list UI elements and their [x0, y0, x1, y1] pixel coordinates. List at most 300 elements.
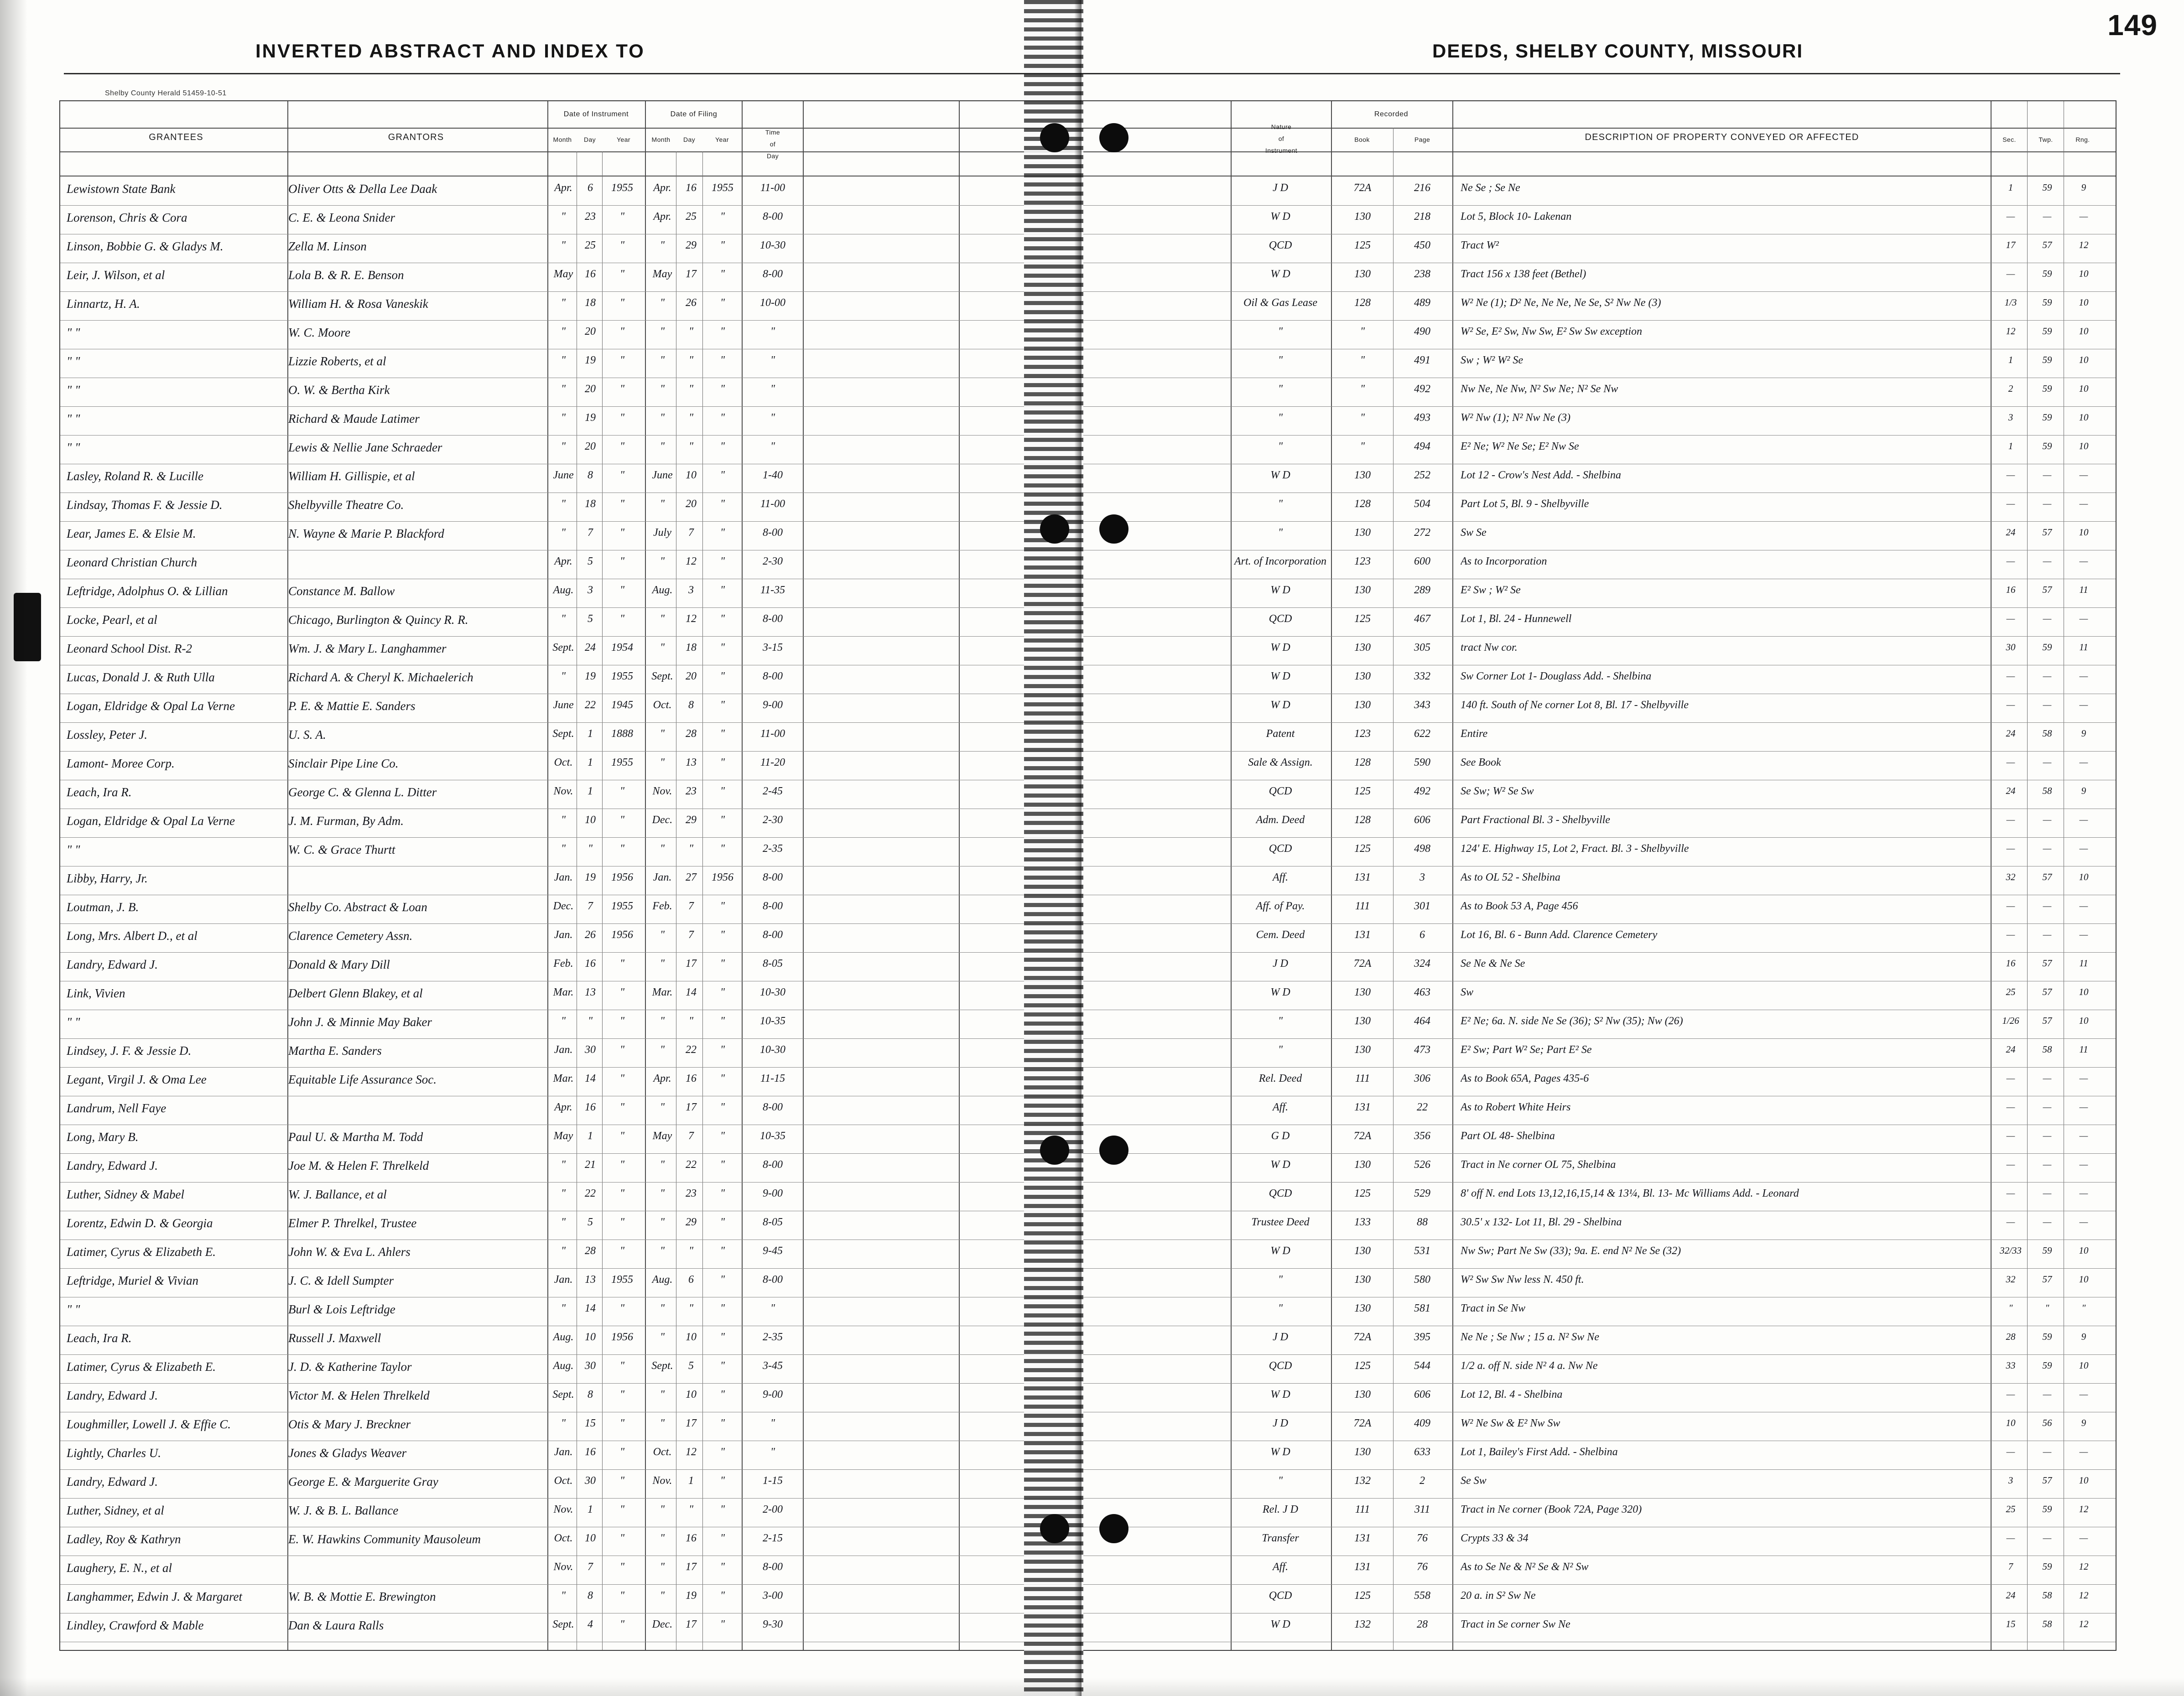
- grantee-name: Leftridge, Adolphus O. & Lillian: [67, 584, 228, 598]
- instrument-year: ": [619, 1532, 625, 1544]
- filing-day: 28: [686, 728, 697, 740]
- filing-day: 22: [686, 1044, 697, 1056]
- filing-month: Oct.: [653, 1446, 672, 1458]
- nature-of-instrument: Aff. of Pay.: [1256, 900, 1305, 912]
- grantor-name: Shelbyville Theatre Co.: [288, 498, 404, 512]
- filing-day: 26: [686, 297, 697, 309]
- table-row: [60, 1498, 2116, 1527]
- instrument-month: Sept.: [552, 728, 574, 740]
- filing-day: 29: [686, 814, 697, 826]
- grantee-name: Linnartz, H. A.: [67, 297, 140, 311]
- nature-of-instrument: QCD: [1269, 785, 1292, 797]
- filing-year: ": [720, 1504, 725, 1515]
- recorded-book: 133: [1354, 1216, 1371, 1228]
- filing-day: 25: [686, 211, 697, 223]
- grantee-name: Lorentz, Edwin D. & Georgia: [67, 1216, 213, 1230]
- page-title-right: DEEDS, SHELBY COUNTY, MISSOURI: [1432, 40, 1804, 62]
- grantor-name: W. J. & B. L. Ballance: [288, 1504, 399, 1517]
- range: —: [2079, 843, 2088, 854]
- instrument-month: Sept.: [552, 1389, 574, 1400]
- property-description: Sw Corner Lot 1- Douglass Add. - Shelbina: [1461, 670, 1652, 682]
- recorded-book: 130: [1354, 699, 1371, 711]
- nature-of-instrument: J D: [1273, 1417, 1288, 1429]
- recorded-page: 544: [1414, 1360, 1430, 1372]
- property-description: 30.5' x 132- Lot 11, Bl. 29 - Shelbina: [1461, 1216, 1622, 1228]
- grantee-name: Logan, Eldridge & Opal La Verne: [67, 699, 235, 713]
- ledger-table: [59, 100, 2116, 1651]
- nature-of-instrument: J D: [1273, 958, 1288, 970]
- recorded-page: 343: [1414, 699, 1430, 711]
- filing-year: ": [720, 1561, 725, 1573]
- grantee-name: Leach, Ira R.: [67, 785, 132, 799]
- recorded-book: 125: [1354, 1590, 1371, 1602]
- recorded-book: 72A: [1353, 1331, 1372, 1343]
- range: —: [2079, 1101, 2088, 1112]
- township: —: [2043, 814, 2052, 825]
- filing-day: 19: [686, 1590, 697, 1602]
- property-description: W² Se, E² Sw, Nw Sw, E² Sw Sw exception: [1461, 326, 1642, 337]
- instrument-year: ": [619, 1188, 625, 1199]
- header-sec: Sec.: [2002, 136, 2016, 143]
- header-date-of-filing: Date of Filing: [670, 110, 718, 118]
- table-row: [60, 1125, 2116, 1153]
- recorded-page: 622: [1414, 728, 1430, 740]
- filing-year: ": [720, 1216, 725, 1228]
- nature-of-instrument: QCD: [1269, 239, 1292, 251]
- grantor-name: Sinclair Pipe Line Co.: [288, 757, 399, 770]
- grantee-name: Libby, Harry, Jr.: [67, 871, 148, 885]
- filing-year: ": [720, 1245, 725, 1257]
- instrument-month: Sept.: [552, 642, 574, 654]
- range: 10: [2079, 441, 2089, 451]
- section: 7: [2008, 1561, 2013, 1572]
- time-of-day: 2-30: [763, 555, 783, 567]
- header-grantors: GRANTORS: [388, 132, 444, 142]
- instrument-year: ": [619, 326, 625, 337]
- filing-day: 22: [686, 1159, 697, 1171]
- township: —: [2043, 1130, 2052, 1141]
- table-row: [60, 521, 2116, 550]
- grantor-name: Richard A. & Cheryl K. Michaelerich: [288, 670, 473, 684]
- nature-of-instrument: J D: [1273, 1331, 1288, 1343]
- range: —: [2079, 1446, 2088, 1457]
- filing-month: ": [660, 1216, 665, 1228]
- nature-of-instrument: ": [1278, 527, 1283, 539]
- township: 57: [2042, 986, 2052, 997]
- township: 59: [2042, 1504, 2052, 1514]
- instrument-month: Aug.: [553, 1331, 574, 1343]
- table-row: [60, 1354, 2116, 1383]
- filing-month: May: [652, 1130, 672, 1142]
- township: 59: [2042, 182, 2052, 193]
- range: 10: [2079, 527, 2089, 538]
- recorded-page: 493: [1414, 412, 1430, 424]
- header-date-of-instrument: Date of Instrument: [563, 110, 629, 118]
- filing-year: ": [720, 326, 725, 337]
- filing-year: ": [720, 1446, 725, 1458]
- nature-of-instrument: ": [1278, 412, 1283, 424]
- filing-month: Feb.: [652, 900, 672, 912]
- grantor-name: Martha E. Sanders: [288, 1044, 382, 1058]
- property-description: E² Sw ; W² Se: [1461, 584, 1521, 596]
- range: 10: [2079, 1015, 2089, 1026]
- nature-of-instrument: ": [1278, 326, 1283, 337]
- filing-year: ": [720, 613, 725, 625]
- instrument-month: ": [561, 412, 566, 424]
- section: 3: [2008, 1475, 2013, 1486]
- range: 12: [2079, 1618, 2089, 1629]
- filing-month: ": [660, 929, 665, 941]
- time-of-day: 8-00: [763, 527, 783, 539]
- range: 11: [2079, 642, 2088, 653]
- instrument-day: 15: [585, 1417, 596, 1429]
- printer-imprint: Shelby County Herald 51459-10-51: [105, 89, 227, 97]
- property-description: Tract in Ne corner (Book 72A, Page 320): [1461, 1504, 1642, 1515]
- instrument-year: ": [619, 613, 625, 625]
- township: 59: [2042, 642, 2052, 653]
- instrument-day: 19: [585, 871, 596, 883]
- instrument-year: 1956: [611, 871, 633, 883]
- range: —: [2079, 1216, 2088, 1227]
- filing-month: ": [660, 1331, 665, 1343]
- section: 25: [2006, 1504, 2016, 1514]
- table-row: [60, 349, 2116, 378]
- recorded-book: 111: [1355, 900, 1370, 912]
- instrument-day: 13: [585, 1274, 596, 1286]
- instrument-year: ": [619, 814, 625, 826]
- property-description: tract Nw cor.: [1461, 642, 1518, 654]
- grantee-name: Laughery, E. N., et al: [67, 1561, 172, 1575]
- grantor-name: J. D. & Katherine Taylor: [288, 1360, 412, 1374]
- instrument-day: 8: [588, 1590, 593, 1602]
- grantee-name: Lossley, Peter J.: [67, 728, 147, 742]
- range: 10: [2079, 1475, 2089, 1486]
- grantor-name: Jones & Gladys Weaver: [288, 1446, 407, 1460]
- section: —: [2006, 1101, 2015, 1112]
- instrument-year: ": [619, 843, 625, 855]
- filing-day: 17: [686, 1561, 697, 1573]
- grantor-name: Dan & Laura Ralls: [288, 1618, 384, 1632]
- filing-day: 10: [686, 469, 697, 481]
- range: 10: [2079, 383, 2089, 394]
- grantor-name: E. W. Hawkins Community Mausoleum: [288, 1532, 481, 1546]
- recorded-book: 130: [1354, 1274, 1371, 1286]
- grantee-name: Landry, Edward J.: [67, 1159, 158, 1172]
- recorded-book: 131: [1354, 1561, 1371, 1573]
- table-row: [60, 406, 2116, 435]
- instrument-month: ": [561, 441, 566, 452]
- grantor-name: John W. & Eva L. Ahlers: [288, 1245, 411, 1259]
- recorded-page: 492: [1414, 383, 1430, 395]
- filing-month: ": [660, 1561, 665, 1573]
- table-row: [60, 607, 2116, 636]
- nature-of-instrument: W D: [1270, 699, 1290, 711]
- section: 17: [2006, 239, 2016, 250]
- property-description: Tract in Se Nw: [1461, 1302, 1526, 1314]
- instrument-year: 1955: [611, 182, 633, 194]
- time-of-day: 8-00: [763, 268, 783, 280]
- filing-day: ": [688, 1302, 694, 1314]
- recorded-page: 6: [1420, 929, 1425, 941]
- recorded-page: 3: [1420, 871, 1425, 883]
- grantee-name: Lamont- Moree Corp.: [67, 757, 175, 770]
- section: 33: [2006, 1360, 2016, 1371]
- filing-year: ": [720, 354, 725, 366]
- township: 57: [2042, 1274, 2052, 1285]
- recorded-book: 72A: [1353, 1130, 1372, 1142]
- time-of-day: 2-35: [763, 843, 783, 855]
- filing-day: 5: [688, 1360, 694, 1372]
- grantor-name: J. C. & Idell Sumpter: [288, 1274, 394, 1287]
- grantee-name: " ": [67, 326, 80, 339]
- instrument-day: 16: [585, 1101, 596, 1113]
- filing-day: 27: [686, 871, 697, 883]
- range: ": [2081, 1302, 2086, 1313]
- property-description: Lot 1, Bl. 24 - Hunnewell: [1461, 613, 1572, 625]
- instrument-month: ": [561, 1216, 566, 1228]
- filing-day: 17: [686, 958, 697, 970]
- time-of-day: ": [770, 441, 775, 452]
- section: ": [2008, 1302, 2013, 1313]
- instrument-year: ": [619, 1360, 625, 1372]
- filing-day: ": [688, 383, 694, 395]
- filing-day: 14: [686, 986, 697, 998]
- filing-year: ": [720, 1360, 725, 1372]
- filing-month: Dec.: [652, 1618, 673, 1630]
- nature-of-instrument: Trustee Deed: [1251, 1216, 1310, 1228]
- township: 59: [2042, 326, 2052, 337]
- header-rng: Rng.: [2075, 136, 2090, 143]
- filing-day: ": [688, 1015, 694, 1027]
- filing-month: ": [660, 1245, 665, 1257]
- instrument-year: ": [619, 555, 625, 567]
- filing-month: Apr.: [653, 1073, 671, 1084]
- table-row: [60, 435, 2116, 464]
- nature-of-instrument: W D: [1270, 1245, 1290, 1257]
- instrument-day: 1: [588, 1130, 593, 1142]
- grantee-name: Lindsey, J. F. & Jessie D.: [67, 1044, 192, 1058]
- instrument-month: Apr.: [554, 555, 572, 567]
- recorded-page: 28: [1417, 1618, 1428, 1630]
- filing-year: ": [720, 1331, 725, 1343]
- filing-month: July: [653, 527, 671, 539]
- instrument-month: ": [561, 1188, 566, 1199]
- header-inst-year: Year: [617, 136, 630, 143]
- grantor-name: U. S. A.: [288, 728, 326, 742]
- range: 10: [2079, 1360, 2089, 1371]
- instrument-day: 30: [585, 1044, 596, 1056]
- grantee-name: Lindley, Crawford & Mable: [67, 1618, 204, 1632]
- filing-year: ": [720, 1159, 725, 1171]
- property-description: W² Nw (1); N² Nw Ne (3): [1461, 412, 1571, 424]
- filing-year: ": [720, 757, 725, 768]
- nature-of-instrument: Rel. J D: [1263, 1504, 1298, 1515]
- section: 28: [2006, 1331, 2016, 1342]
- section: —: [2006, 670, 2015, 681]
- township: 59: [2042, 441, 2052, 451]
- instrument-month: Mar.: [553, 1073, 574, 1084]
- time-of-day: ": [770, 354, 775, 366]
- table-row: [60, 722, 2116, 751]
- time-of-day: 8-00: [763, 1101, 783, 1113]
- grantee-name: Lightly, Charles U.: [67, 1446, 161, 1460]
- grantee-name: Link, Vivien: [67, 986, 125, 1000]
- instrument-year: ": [619, 1073, 625, 1084]
- nature-of-instrument: ": [1278, 1015, 1283, 1027]
- instrument-day: 25: [585, 239, 596, 251]
- township: 59: [2042, 1561, 2052, 1572]
- time-of-day: 8-05: [763, 958, 783, 970]
- filing-year: ": [720, 1188, 725, 1199]
- header-time-line2: of: [770, 140, 776, 148]
- table-row: [60, 291, 2116, 320]
- recorded-book: ": [1360, 354, 1365, 366]
- recorded-page: 76: [1417, 1561, 1428, 1573]
- property-description: As to Se Ne & N² Se & N² Sw: [1461, 1561, 1589, 1573]
- section: —: [2006, 699, 2015, 710]
- property-description: Tract in Ne corner OL 75, Shelbina: [1461, 1159, 1616, 1171]
- property-description: Ne Se ; Se Ne: [1461, 182, 1520, 194]
- nature-of-instrument: W D: [1270, 1389, 1290, 1400]
- range: 12: [2079, 1590, 2089, 1601]
- instrument-month: Nov.: [553, 785, 573, 797]
- time-of-day: 2-15: [763, 1532, 783, 1544]
- section: —: [2006, 1073, 2015, 1084]
- time-of-day: 2-00: [763, 1504, 783, 1515]
- recorded-page: 633: [1414, 1446, 1430, 1458]
- recorded-page: 311: [1414, 1504, 1430, 1515]
- binder-hole: [1099, 1136, 1128, 1165]
- grantor-name: Wm. J. & Mary L. Langhammer: [288, 642, 447, 655]
- grantor-name: Russell J. Maxwell: [288, 1331, 381, 1345]
- nature-of-instrument: W D: [1270, 1446, 1290, 1458]
- grantee-name: " ": [67, 1015, 80, 1029]
- filing-year: ": [720, 498, 725, 510]
- filing-year: ": [720, 986, 725, 998]
- filing-year: ": [720, 728, 725, 740]
- instrument-year: 1945: [611, 699, 633, 711]
- range: —: [2079, 814, 2088, 825]
- instrument-day: 20: [585, 326, 596, 337]
- filing-day: ": [688, 354, 694, 366]
- nature-of-instrument: W D: [1270, 1618, 1290, 1630]
- filing-day: 7: [688, 527, 694, 539]
- nature-of-instrument: QCD: [1269, 1590, 1292, 1602]
- recorded-page: 76: [1417, 1532, 1428, 1544]
- instrument-month: Apr.: [554, 182, 572, 194]
- recorded-book: 130: [1354, 584, 1371, 596]
- table-row: [60, 205, 2116, 234]
- township: —: [2043, 1532, 2052, 1543]
- recorded-page: 272: [1414, 527, 1430, 539]
- recorded-page: 238: [1414, 268, 1430, 280]
- filing-month: ": [660, 958, 665, 970]
- instrument-day: 5: [588, 1216, 593, 1228]
- nature-of-instrument: Aff.: [1273, 1561, 1288, 1573]
- instrument-month: Nov.: [553, 1561, 573, 1573]
- header-inst-day: Day: [583, 136, 596, 143]
- instrument-day: 19: [585, 412, 596, 424]
- instrument-year: ": [619, 412, 625, 424]
- binder-hole: [1040, 514, 1069, 544]
- time-of-day: 8-00: [763, 1159, 783, 1171]
- grantor-name: William H. Gillispie, et al: [288, 469, 415, 483]
- filing-year: ": [720, 1532, 725, 1544]
- section: —: [2006, 1389, 2015, 1400]
- recorded-book: 130: [1354, 268, 1371, 280]
- range: 12: [2079, 1561, 2089, 1572]
- property-description: W² Ne Sw & E² Nw Sw: [1461, 1417, 1560, 1429]
- instrument-day: 14: [585, 1302, 596, 1314]
- time-of-day: 2-45: [763, 785, 783, 797]
- table-row: [60, 895, 2116, 923]
- filing-day: 20: [686, 670, 697, 682]
- range: —: [2079, 699, 2088, 710]
- range: 11: [2079, 1044, 2088, 1055]
- table-row: [60, 550, 2116, 579]
- filing-month: ": [660, 1532, 665, 1544]
- grantee-name: " ": [67, 383, 80, 397]
- recorded-book: 130: [1354, 642, 1371, 654]
- time-of-day: 8-00: [763, 670, 783, 682]
- grantor-name: Shelby Co. Abstract & Loan: [288, 900, 427, 914]
- instrument-day: 10: [585, 1331, 596, 1343]
- instrument-month: ": [561, 814, 566, 826]
- time-of-day: 9-45: [763, 1245, 783, 1257]
- instrument-year: ": [619, 1302, 625, 1314]
- filing-month: ": [660, 1302, 665, 1314]
- filing-month: ": [660, 1417, 665, 1429]
- table-row: [60, 1182, 2116, 1211]
- grantee-name: Leonard Christian Church: [67, 555, 198, 569]
- nature-of-instrument: Sale & Assign.: [1248, 757, 1313, 768]
- section: —: [2006, 498, 2015, 509]
- township: 58: [2042, 1044, 2052, 1055]
- recorded-book: ": [1360, 412, 1365, 424]
- instrument-year: 1956: [611, 1331, 633, 1343]
- grantor-name: Chicago, Burlington & Quincy R. R.: [288, 613, 468, 627]
- time-of-day: 8-00: [763, 871, 783, 883]
- recorded-book: 72A: [1353, 182, 1372, 194]
- filing-day: 10: [686, 1389, 697, 1400]
- recorded-page: 289: [1414, 584, 1430, 596]
- instrument-month: June: [553, 699, 574, 711]
- township: 57: [2042, 239, 2052, 250]
- instrument-day: 8: [588, 1389, 593, 1400]
- recorded-page: 498: [1414, 843, 1430, 855]
- grantor-name: John J. & Minnie May Baker: [288, 1015, 432, 1029]
- township: 56: [2042, 1417, 2052, 1428]
- filing-month: Sept.: [651, 1360, 673, 1372]
- instrument-month: ": [561, 354, 566, 366]
- grantee-name: Leftridge, Muriel & Vivian: [67, 1274, 198, 1287]
- township: —: [2043, 843, 2052, 854]
- instrument-month: ": [561, 297, 566, 309]
- township: 59: [2042, 268, 2052, 279]
- filing-month: Apr.: [653, 211, 671, 223]
- instrument-day: 19: [585, 354, 596, 366]
- instrument-year: 1954: [611, 642, 633, 654]
- section: 15: [2006, 1618, 2016, 1629]
- filing-year: 1955: [712, 182, 733, 194]
- grantor-name: W. J. Ballance, et al: [288, 1188, 387, 1201]
- instrument-year: ": [619, 1590, 625, 1602]
- filing-year: ": [720, 297, 725, 309]
- section: —: [2006, 843, 2015, 854]
- instrument-month: Sept.: [552, 1618, 574, 1630]
- section: —: [2006, 268, 2015, 279]
- instrument-day: 5: [588, 555, 593, 567]
